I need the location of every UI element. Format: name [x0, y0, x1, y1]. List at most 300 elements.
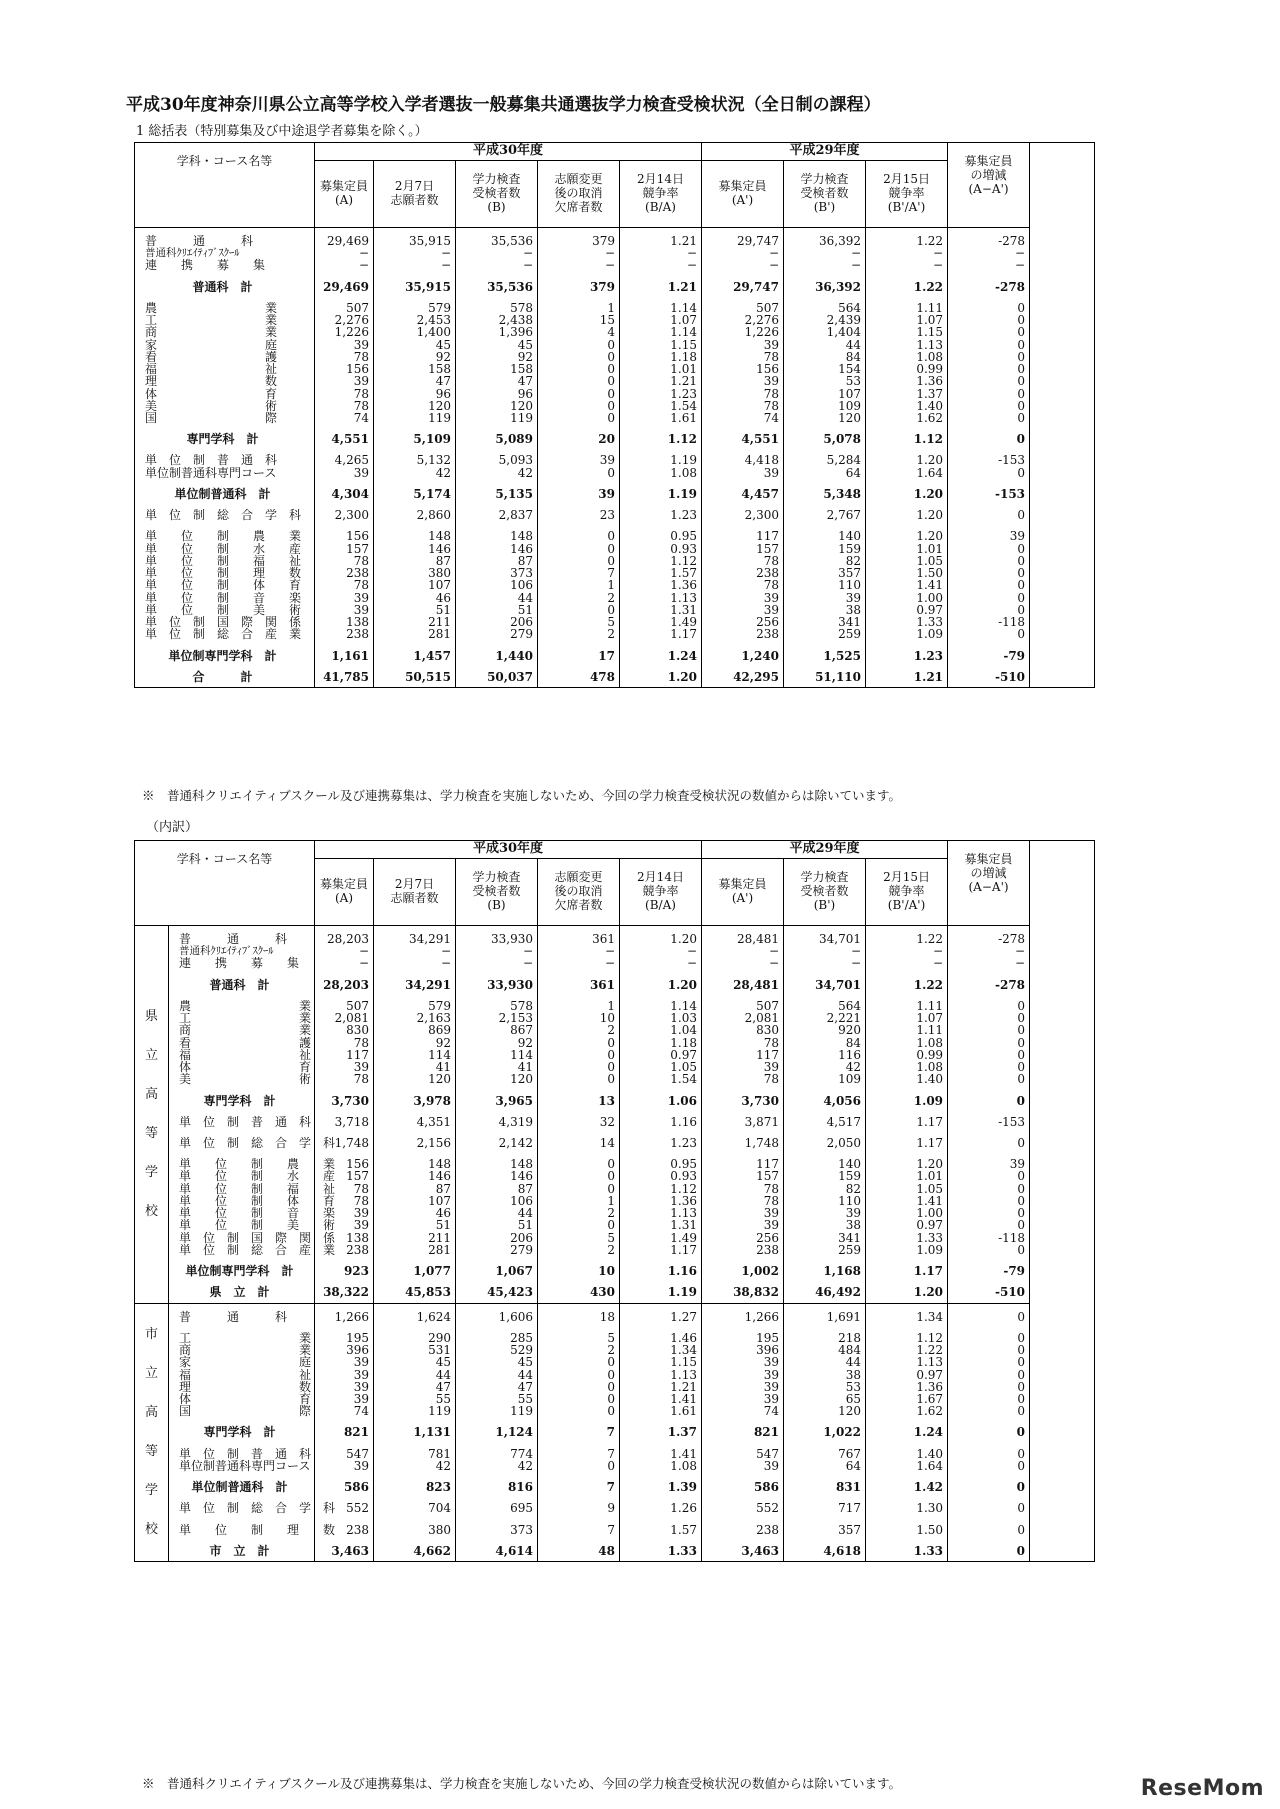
- cell-value: 39: [702, 1393, 784, 1405]
- cell-value: 78: [702, 555, 784, 567]
- cell-value: 1.31: [620, 1219, 702, 1231]
- prefectural-label: 県 立 高 等 学 校: [135, 925, 169, 1303]
- cell-value: 87: [374, 555, 456, 567]
- cell-value: 42,295: [702, 662, 784, 688]
- cell-value: 1.21: [866, 662, 948, 688]
- cell-value: 2,860: [374, 500, 456, 521]
- cell-value: 45,423: [456, 1277, 538, 1303]
- cell-value: 157: [315, 543, 374, 555]
- cell-value: 156: [315, 521, 374, 542]
- cell-value: 1.22: [866, 272, 948, 293]
- row-label: 単 位 制 福 祉: [169, 1183, 315, 1195]
- cell-value: 1.20: [620, 925, 702, 945]
- cell-value: 87: [456, 1183, 538, 1195]
- row-label: 単 位 制 農 業: [169, 1149, 315, 1170]
- cell-value: 1.13: [866, 339, 948, 351]
- cell-value: 48: [538, 1536, 620, 1562]
- cell-value: 1,440: [456, 641, 538, 662]
- cell-value: 3,978: [374, 1086, 456, 1107]
- cell-value: 1.23: [866, 641, 948, 662]
- cell-value: 1.18: [620, 1037, 702, 1049]
- table-row: [135, 1515, 1095, 1536]
- cell-value: 159: [784, 543, 866, 555]
- cell-value: 41: [374, 1061, 456, 1073]
- subtotal-row: [135, 970, 1095, 991]
- cell-value: 1.19: [620, 1277, 702, 1303]
- cell-value: 78: [315, 555, 374, 567]
- cell-value: 1.39: [620, 1472, 702, 1493]
- cell-value: 380: [374, 567, 456, 579]
- table-row: [135, 628, 1095, 640]
- cell-value: 15: [538, 314, 620, 326]
- cell-value: 1.05: [866, 1183, 948, 1195]
- cell-value: 1.09: [866, 1086, 948, 1107]
- cell-value: 0: [948, 1024, 1030, 1036]
- row-label: 国 際: [135, 412, 315, 424]
- cell-value: 1,161: [315, 641, 374, 662]
- cell-value: 0: [948, 1061, 1030, 1073]
- cell-value: 0: [538, 1170, 620, 1182]
- cell-value: 39: [948, 521, 1030, 542]
- cell-value: 1.16: [620, 1107, 702, 1128]
- cell-value: 82: [784, 1183, 866, 1195]
- cell-value: 3,718: [315, 1107, 374, 1128]
- header-col-2: 2月7日 志願者数: [374, 160, 456, 227]
- cell-value: 2,142: [456, 1128, 538, 1149]
- cell-value: 357: [784, 1515, 866, 1536]
- row-label: 単 位 制 美 術: [169, 1219, 315, 1231]
- row-label: 美 術: [169, 1073, 315, 1085]
- row-label: 単 位 制 普 通 科: [169, 1439, 315, 1460]
- table-row: [135, 1369, 1095, 1381]
- subtotal-row: [135, 1472, 1095, 1493]
- cell-value: 2,156: [374, 1128, 456, 1149]
- cell-value: 4,551: [315, 424, 374, 445]
- cell-value: 51: [374, 1219, 456, 1231]
- cell-value: 1.15: [620, 339, 702, 351]
- cell-value: 74: [315, 412, 374, 424]
- cell-value: 10: [538, 1012, 620, 1024]
- cell-value: 39: [702, 1369, 784, 1381]
- cell-value: 1.08: [866, 351, 948, 363]
- cell-value: 5,284: [784, 445, 866, 466]
- cell-value: 0: [948, 1356, 1030, 1368]
- cell-value: 119: [456, 1405, 538, 1417]
- cell-value: −: [374, 957, 456, 969]
- cell-value: 46,492: [784, 1277, 866, 1303]
- cell-value: 1.41: [866, 579, 948, 591]
- cell-value: 39: [702, 1381, 784, 1393]
- row-label: 体 育: [135, 388, 315, 400]
- cell-value: 0.99: [866, 363, 948, 375]
- table-row: [135, 521, 1095, 542]
- header-col-3: 学力検査 受検者数 (B): [456, 160, 538, 227]
- cell-value: 1.21: [620, 227, 702, 247]
- cell-value: 1.22: [866, 1344, 948, 1356]
- cell-value: 74: [315, 1405, 374, 1417]
- table-row: [135, 1024, 1095, 1036]
- row-label: 市 立 計: [169, 1536, 315, 1562]
- cell-value: 1,396: [456, 326, 538, 338]
- cell-value: 0: [538, 1149, 620, 1170]
- cell-value: 1.17: [620, 628, 702, 640]
- row-label: 単 位 制 音 楽: [169, 1207, 315, 1219]
- cell-value: 1.19: [620, 479, 702, 500]
- cell-value: 923: [315, 1256, 374, 1277]
- cell-value: 1.20: [866, 1277, 948, 1303]
- cell-value: 259: [784, 1244, 866, 1256]
- cell-value: 39: [315, 1369, 374, 1381]
- cell-value: 1.33: [866, 1536, 948, 1562]
- cell-value: 1,226: [702, 326, 784, 338]
- cell-value: 564: [784, 991, 866, 1012]
- cell-value: 1.57: [620, 1515, 702, 1536]
- cell-value: 117: [702, 1149, 784, 1170]
- cell-value: 74: [702, 412, 784, 424]
- subtotal-row: [135, 272, 1095, 293]
- row-label: 単位制専門学科 計: [135, 641, 315, 662]
- cell-value: 1,457: [374, 641, 456, 662]
- cell-value: −: [948, 957, 1030, 969]
- cell-value: 3,871: [702, 1107, 784, 1128]
- cell-value: 869: [374, 1024, 456, 1036]
- cell-value: −: [948, 945, 1030, 957]
- cell-value: 4,551: [702, 424, 784, 445]
- cell-value: 38: [784, 1369, 866, 1381]
- cell-value: 1.00: [866, 592, 948, 604]
- cell-value: 1.62: [866, 1405, 948, 1417]
- cell-value: 78: [702, 351, 784, 363]
- cell-value: 0: [948, 1515, 1030, 1536]
- cell-value: 0: [948, 424, 1030, 445]
- cell-value: 547: [315, 1439, 374, 1460]
- row-label: 単 位 制 総 合 学 科: [169, 1128, 315, 1149]
- cell-value: 39: [948, 1149, 1030, 1170]
- table-row: [135, 339, 1095, 351]
- cell-value: 1,624: [374, 1303, 456, 1323]
- cell-value: 281: [374, 628, 456, 640]
- cell-value: 5,078: [784, 424, 866, 445]
- cell-value: 1.50: [866, 567, 948, 579]
- cell-value: 1.03: [620, 1012, 702, 1024]
- cell-value: 156: [315, 363, 374, 375]
- cell-value: 1.41: [866, 1195, 948, 1207]
- cell-value: 148: [456, 1149, 538, 1170]
- cell-value: 96: [374, 388, 456, 400]
- cell-value: 2,300: [315, 500, 374, 521]
- cell-value: 781: [374, 1439, 456, 1460]
- cell-value: −: [866, 957, 948, 969]
- cell-value: 361: [538, 925, 620, 945]
- cell-value: −: [374, 259, 456, 271]
- row-label: 単位制普通科 計: [169, 1472, 315, 1493]
- cell-value: 5,109: [374, 424, 456, 445]
- municipal-section: [135, 1303, 1095, 1562]
- cell-value: 44: [456, 1369, 538, 1381]
- cell-value: 1,226: [315, 326, 374, 338]
- cell-value: 42: [374, 467, 456, 479]
- cell-value: 579: [374, 991, 456, 1012]
- cell-value: 0: [948, 1381, 1030, 1393]
- cell-value: −: [866, 945, 948, 957]
- cell-value: 157: [702, 543, 784, 555]
- cell-value: 238: [315, 1515, 374, 1536]
- cell-value: 1.08: [866, 1061, 948, 1073]
- cell-value: 3,965: [456, 1086, 538, 1107]
- cell-value: 0.97: [866, 1219, 948, 1231]
- cell-value: 1.12: [866, 424, 948, 445]
- row-label: 看 護: [169, 1037, 315, 1049]
- cell-value: 0: [948, 1170, 1030, 1182]
- header-col-6: 募集定員 (A'): [702, 160, 784, 227]
- cell-value: 154: [784, 363, 866, 375]
- cell-value: 84: [784, 351, 866, 363]
- row-label: 単 位 制 総 合 産 業: [135, 628, 315, 640]
- cell-value: 78: [702, 1037, 784, 1049]
- cell-value: −: [456, 945, 538, 957]
- cell-value: 547: [702, 1439, 784, 1460]
- cell-value: 0: [538, 400, 620, 412]
- cell-value: -153: [948, 1107, 1030, 1128]
- cell-value: 50,037: [456, 662, 538, 688]
- subtotal-row: [135, 1256, 1095, 1277]
- row-label: 単 位 制 水 産: [169, 1170, 315, 1182]
- cell-value: 39: [702, 604, 784, 616]
- header-col-5: 2月14日 競争率 (B/A): [620, 160, 702, 227]
- header-col-4: 志願変更 後の取消 欠席者数: [538, 858, 620, 925]
- row-label: 普通科 計: [135, 272, 315, 293]
- cell-value: 0: [948, 1417, 1030, 1438]
- cell-value: 109: [784, 400, 866, 412]
- cell-value: 1.33: [620, 1536, 702, 1562]
- cell-value: 830: [315, 1024, 374, 1036]
- cell-value: 1.08: [620, 467, 702, 479]
- cell-value: 1.37: [866, 388, 948, 400]
- cell-value: 2: [538, 1244, 620, 1256]
- table-row: [135, 1356, 1095, 1368]
- header-col-3: 学力検査 受検者数 (B): [456, 858, 538, 925]
- cell-value: 1.42: [866, 1472, 948, 1493]
- header-year-h29: 平成29年度: [702, 143, 948, 161]
- cell-value: 5,089: [456, 424, 538, 445]
- row-label: 農 業: [169, 991, 315, 1012]
- cell-value: 1.14: [620, 991, 702, 1012]
- cell-value: 44: [784, 339, 866, 351]
- cell-value: -79: [948, 641, 1030, 662]
- subtotal-row: [135, 1417, 1095, 1438]
- cell-value: 1,240: [702, 641, 784, 662]
- cell-value: 51,110: [784, 662, 866, 688]
- cell-value: 39: [315, 1381, 374, 1393]
- cell-value: 92: [374, 351, 456, 363]
- header-col-8: 2月15日 競争率 (B'/A'): [866, 858, 948, 925]
- cell-value: −: [784, 957, 866, 969]
- table-row: [135, 1170, 1095, 1182]
- table-row: [135, 326, 1095, 338]
- cell-value: 211: [374, 616, 456, 628]
- cell-value: 45: [456, 339, 538, 351]
- cell-value: 1,002: [702, 1256, 784, 1277]
- cell-value: −: [315, 957, 374, 969]
- cell-value: 45: [374, 1356, 456, 1368]
- cell-value: 1.62: [866, 412, 948, 424]
- cell-value: 1.20: [866, 445, 948, 466]
- footnote-summary: ※ 普通科クリエイティブスクール及び連携募集は、学力検査を実施しないため、今回の学力検査受検状況の数値からは除いています。: [142, 788, 902, 803]
- cell-value: 39: [784, 592, 866, 604]
- cell-value: 1.08: [620, 1460, 702, 1472]
- cell-value: 1.31: [620, 604, 702, 616]
- cell-value: 0: [948, 543, 1030, 555]
- cell-value: 78: [702, 579, 784, 591]
- cell-value: −: [456, 259, 538, 271]
- breakdown-table: [134, 840, 1095, 1562]
- cell-value: 2,276: [702, 314, 784, 326]
- table-row: [135, 1405, 1095, 1417]
- cell-value: 206: [456, 1232, 538, 1244]
- summary-table-container: [134, 142, 1095, 688]
- cell-value: 18: [538, 1303, 620, 1323]
- cell-value: 55: [374, 1393, 456, 1405]
- cell-value: 341: [784, 1232, 866, 1244]
- cell-value: 42: [456, 1460, 538, 1472]
- prefectural-section: [135, 925, 1095, 1303]
- cell-value: 107: [784, 388, 866, 400]
- header-col-6: 募集定員 (A'): [702, 858, 784, 925]
- table-header: [135, 841, 1095, 926]
- cell-value: 53: [784, 375, 866, 387]
- table-row: [135, 388, 1095, 400]
- cell-value: 0: [538, 521, 620, 542]
- cell-value: 1.49: [620, 1232, 702, 1244]
- cell-value: 39: [702, 1207, 784, 1219]
- cell-value: 0: [948, 1049, 1030, 1061]
- cell-value: 0.95: [620, 521, 702, 542]
- cell-value: 529: [456, 1344, 538, 1356]
- cell-value: 0: [948, 467, 1030, 479]
- table-row: [135, 1037, 1095, 1049]
- cell-value: −: [784, 945, 866, 957]
- cell-value: 1.11: [866, 1024, 948, 1036]
- cell-value: 45,853: [374, 1277, 456, 1303]
- cell-value: 1.61: [620, 412, 702, 424]
- table-row: [135, 957, 1095, 969]
- table-row: [135, 991, 1095, 1012]
- row-label: 理 数: [169, 1381, 315, 1393]
- cell-value: 47: [456, 1381, 538, 1393]
- cell-value: 92: [456, 1037, 538, 1049]
- row-label: 専門学科 計: [169, 1417, 315, 1438]
- table-row: [135, 500, 1095, 521]
- cell-value: 1.18: [620, 351, 702, 363]
- cell-value: 29,469: [315, 227, 374, 247]
- cell-value: 39: [315, 604, 374, 616]
- cell-value: 1.12: [620, 424, 702, 445]
- cell-value: 1.12: [620, 555, 702, 567]
- cell-value: 4: [538, 326, 620, 338]
- cell-value: 117: [702, 1049, 784, 1061]
- cell-value: 4,457: [702, 479, 784, 500]
- cell-value: 380: [374, 1515, 456, 1536]
- row-label: 家 庭: [169, 1356, 315, 1368]
- cell-value: 0: [538, 339, 620, 351]
- cell-value: 0: [538, 351, 620, 363]
- cell-value: 0.93: [620, 543, 702, 555]
- cell-value: 55: [456, 1393, 538, 1405]
- cell-value: 2: [538, 628, 620, 640]
- cell-value: 92: [374, 1037, 456, 1049]
- row-label: 単位制普通科専門コース: [169, 1460, 315, 1472]
- cell-value: -510: [948, 662, 1030, 688]
- cell-value: 78: [315, 388, 374, 400]
- cell-value: 39: [702, 467, 784, 479]
- cell-value: 1.13: [620, 1207, 702, 1219]
- cell-value: 821: [702, 1417, 784, 1438]
- cell-value: 1.13: [620, 1369, 702, 1381]
- cell-value: 110: [784, 1195, 866, 1207]
- cell-value: 586: [315, 1472, 374, 1493]
- table-row: [135, 467, 1095, 479]
- table-row: [135, 1149, 1095, 1170]
- row-label: 商 業: [135, 326, 315, 338]
- cell-value: 39: [315, 1393, 374, 1405]
- cell-value: 2,767: [784, 500, 866, 521]
- cell-value: 2: [538, 1207, 620, 1219]
- row-label: 単位制専門学科 計: [169, 1256, 315, 1277]
- cell-value: 867: [456, 1024, 538, 1036]
- cell-value: -510: [948, 1277, 1030, 1303]
- header-col-1: 募集定員 (A): [315, 858, 374, 925]
- cell-value: 195: [702, 1323, 784, 1344]
- cell-value: 38: [784, 604, 866, 616]
- cell-value: 1,748: [315, 1128, 374, 1149]
- cell-value: 45: [374, 339, 456, 351]
- row-label: 単 位 制 体 育: [169, 1195, 315, 1207]
- cell-value: 1.24: [866, 1417, 948, 1438]
- cell-value: 120: [456, 1073, 538, 1085]
- cell-value: 120: [374, 400, 456, 412]
- cell-value: 78: [702, 1195, 784, 1207]
- cell-value: −: [702, 957, 784, 969]
- cell-value: 119: [456, 412, 538, 424]
- row-label: 普通科ｸﾘｴｲﾃｨﾌﾞｽｸｰﾙ: [135, 247, 315, 259]
- cell-value: 0: [538, 1219, 620, 1231]
- cell-value: -278: [948, 925, 1030, 945]
- subtotal-row: [135, 1086, 1095, 1107]
- cell-value: 39: [315, 339, 374, 351]
- cell-value: 1.41: [620, 1393, 702, 1405]
- cell-value: 1.64: [866, 1460, 948, 1472]
- cell-value: 507: [702, 991, 784, 1012]
- cell-value: 0: [948, 1073, 1030, 1085]
- row-label: 商 業: [169, 1344, 315, 1356]
- table-row: [135, 259, 1095, 271]
- cell-value: 0: [948, 1323, 1030, 1344]
- cell-value: 0: [538, 1393, 620, 1405]
- cell-value: 1.20: [620, 970, 702, 991]
- cell-value: 1,067: [456, 1256, 538, 1277]
- cell-value: 1.50: [866, 1515, 948, 1536]
- cell-value: 17: [538, 641, 620, 662]
- cell-value: 0: [538, 1073, 620, 1085]
- cell-value: 0: [538, 1381, 620, 1393]
- cell-value: 552: [315, 1493, 374, 1514]
- cell-value: 0: [538, 1369, 620, 1381]
- cell-value: 0: [948, 579, 1030, 591]
- cell-value: 28,203: [315, 970, 374, 991]
- cell-value: -278: [948, 970, 1030, 991]
- cell-value: 78: [315, 1073, 374, 1085]
- cell-value: 0: [948, 1493, 1030, 1514]
